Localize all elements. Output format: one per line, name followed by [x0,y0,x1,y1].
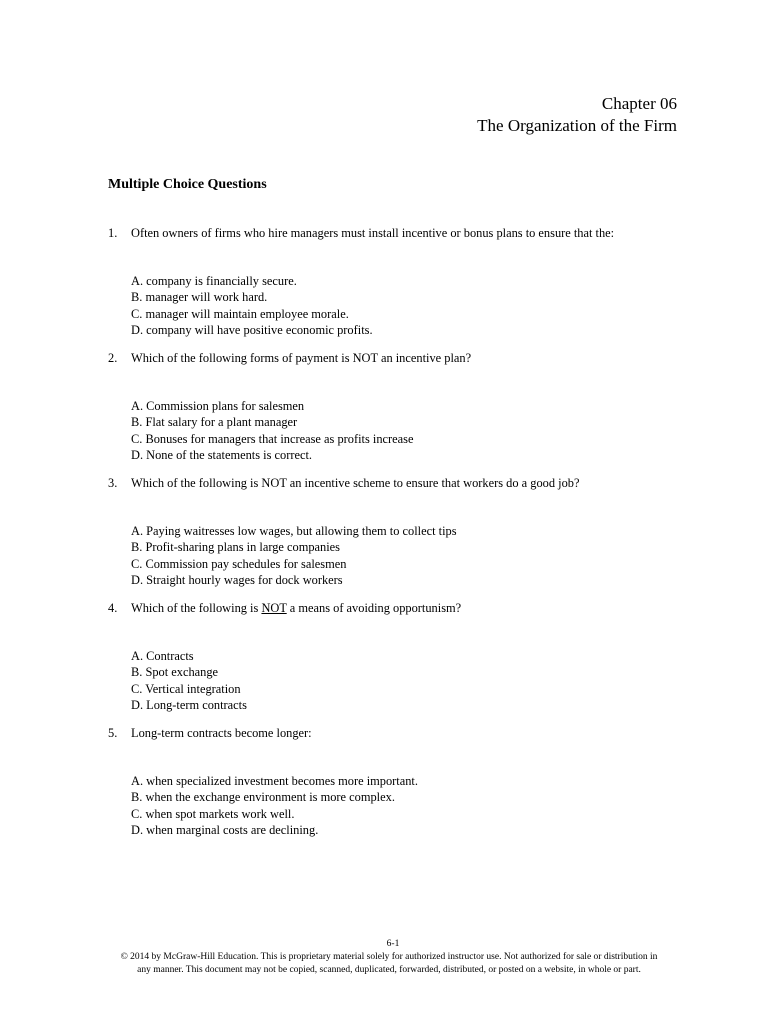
answer-options [131,773,678,838]
answer-option-d: D. None of the statements is correct. [131,447,312,462]
answer-options [131,523,678,588]
section-title: Multiple Choice Questions [108,177,267,192]
question-list [108,225,678,850]
answer-option-d: D. Straight hourly wages for dock workers [131,572,343,587]
answer-option-a: A. Commission plans for salesmen [131,399,305,413]
question-text: Often owners of firms who hire managers must install incentive or bonus plans to ensure that the: [131,226,615,240]
question-1 [108,225,678,350]
answer-option-b: B. manager will work hard. [131,290,268,305]
question-stem [108,725,678,741]
page-footer [10,938,768,977]
answer-option-c: C. Bonuses for managers that increase as profits increase [131,431,414,446]
question-text [131,600,461,616]
answer-options [131,648,678,713]
page-number: 6-1 [386,939,400,949]
question-number: 1. [108,226,118,240]
question-number: 3. [108,476,118,490]
chapter-header [477,93,677,137]
question-3 [108,475,678,600]
answer-option-c: C. Vertical integration [131,681,241,696]
answer-option-b: B. Spot exchange [131,665,219,680]
answer-options [131,273,678,338]
copyright-notice-line-1: © 2014 by McGraw-Hill Education. This is proprietary material solely for authorized instructor use. Not authorized for sale or distribution in [120,952,658,962]
question-4 [108,600,678,725]
question-text: Long-term contracts become longer: [131,726,312,740]
answer-option-c: C. when spot markets work well. [131,806,295,821]
answer-option-a: A. Paying waitresses low wages, but allowing them to collect tips [131,524,457,538]
question-text: Which of the following is NOT an incentive scheme to ensure that workers do a good job? [131,476,580,490]
question-stem [108,600,678,616]
question-stem [108,350,678,366]
question-text-after: a means of avoiding opportunism? [286,601,462,615]
question-number: 2. [108,351,118,365]
answer-option-a: A. company is financially secure. [131,274,297,288]
question-2 [108,350,678,475]
question-number: 4. [108,601,118,615]
question-text: Which of the following forms of payment is NOT an incentive plan? [131,351,472,365]
answer-option-d: D. company will have positive economic profits. [131,322,373,337]
answer-option-a: A. Contracts [131,649,194,663]
question-text-emphasis: NOT [261,601,287,615]
question-stem [108,225,678,241]
answer-option-d: D. when marginal costs are declining. [131,822,319,837]
answer-option-a: A. when specialized investment becomes more important. [131,774,418,788]
answer-options [131,398,678,463]
question-text-before: Which of the following is [131,601,262,615]
question-5 [108,725,678,850]
answer-option-b: B. Profit-sharing plans in large companies [131,540,340,555]
chapter-number: Chapter 06 [601,94,677,113]
copyright-notice-line-2: any manner. This document may not be copied, scanned, duplicated, forwarded, distributed, or posted on a website, in whole or part. [137,965,641,975]
question-stem [108,475,678,491]
answer-option-d: D. Long-term contracts [131,697,247,712]
answer-option-b: B. Flat salary for a plant manager [131,415,298,430]
answer-option-b: B. when the exchange environment is more complex. [131,790,395,805]
answer-option-c: C. manager will maintain employee morale. [131,306,349,321]
question-number: 5. [108,726,118,740]
answer-option-c: C. Commission pay schedules for salesmen [131,556,347,571]
chapter-title: The Organization of the Firm [477,116,677,135]
